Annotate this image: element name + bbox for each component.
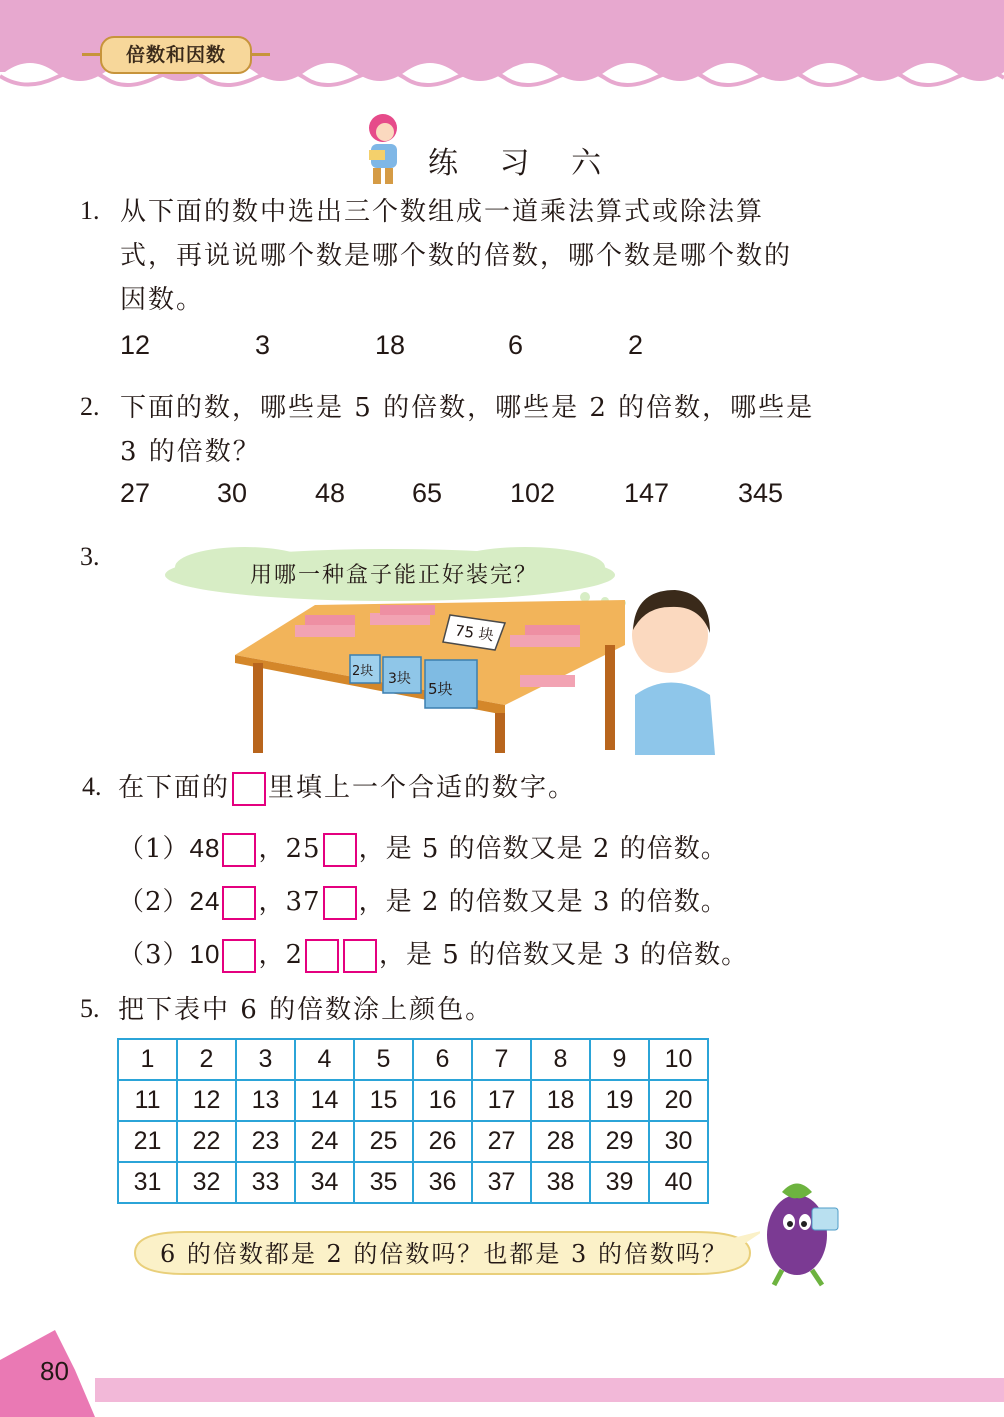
grid-cell[interactable]: 8 — [531, 1039, 590, 1080]
grid-row — [118, 1162, 708, 1203]
grid-cell[interactable]: 29 — [590, 1121, 649, 1162]
grid-cell[interactable]: 11 — [118, 1080, 177, 1121]
blank-box[interactable] — [323, 833, 357, 867]
footer-bar — [0, 1320, 1004, 1417]
box-label-2: 2块 — [352, 664, 374, 679]
grid-cell[interactable]: 38 — [531, 1162, 590, 1203]
q2-number-item: 27 — [120, 478, 151, 508]
q1-number-item: 18 — [375, 330, 406, 360]
q1-number-item: 3 — [255, 330, 271, 360]
q4-intro-start: 在下面的 — [118, 773, 231, 803]
page-number: 80 — [40, 1356, 69, 1386]
grid-cell[interactable]: 2 — [177, 1039, 236, 1080]
grid-cell[interactable]: 33 — [236, 1162, 295, 1203]
box-label-5: 5块 — [428, 680, 453, 698]
grid-cell[interactable]: 24 — [295, 1121, 354, 1162]
blank-box[interactable] — [343, 939, 377, 973]
box-label-3: 3块 — [388, 671, 411, 687]
grid-cell[interactable]: 13 — [236, 1080, 295, 1121]
blank-box-example — [232, 772, 266, 806]
q4-item-a: 10 — [189, 939, 221, 969]
q4-intro — [118, 766, 576, 810]
q1-number-item: 2 — [628, 330, 644, 360]
eggplant-mascot-icon — [752, 1170, 862, 1290]
grid-cell[interactable]: 10 — [649, 1039, 708, 1080]
q2-number: 2. — [80, 392, 100, 421]
q2-number-item: 147 — [624, 478, 670, 508]
girl-mascot-icon — [355, 110, 415, 190]
q2-number-item: 345 — [738, 478, 784, 508]
grid-cell[interactable]: 14 — [295, 1080, 354, 1121]
grid-cell[interactable]: 40 — [649, 1162, 708, 1203]
grid-cell[interactable]: 19 — [590, 1080, 649, 1121]
page-title: 练 习 六 — [428, 146, 618, 181]
q2-number-item: 48 — [315, 478, 346, 508]
grid-cell[interactable]: 1 — [118, 1039, 177, 1080]
q1-line2: 式，再说说哪个数是哪个数的倍数，哪个数是哪个数的 — [120, 241, 793, 271]
q2-line2: 3 的倍数？ — [120, 437, 261, 467]
grid-row — [118, 1080, 708, 1121]
grid-cell[interactable]: 26 — [413, 1121, 472, 1162]
q5-number: 5. — [80, 994, 100, 1023]
grid-cell[interactable]: 15 — [354, 1080, 413, 1121]
q4-item-label: （3） — [118, 940, 190, 970]
hint-text: 6 的倍数都是 2 的倍数吗？也都是 3 的倍数吗？ — [160, 1240, 728, 1268]
q1-line3: 因数。 — [120, 285, 205, 315]
q4-item-a: 24 — [189, 886, 221, 916]
q4-item-b: ，2 — [258, 940, 304, 970]
grid-cell[interactable]: 25 — [354, 1121, 413, 1162]
box-count-card: 75 块 — [453, 621, 495, 645]
q3-thought-bubble: 用哪一种盒子能正好装完？ — [250, 563, 539, 588]
grid-cell[interactable]: 9 — [590, 1039, 649, 1080]
grid-cell[interactable]: 20 — [649, 1080, 708, 1121]
q1-number: 1. — [80, 196, 100, 225]
grid-cell[interactable]: 3 — [236, 1039, 295, 1080]
grid-cell[interactable]: 12 — [177, 1080, 236, 1121]
q4-item-label: （1） — [118, 834, 190, 864]
grid-cell[interactable]: 21 — [118, 1121, 177, 1162]
q4-item-label: （2） — [118, 887, 190, 917]
q4-item-2 — [118, 881, 728, 920]
grid-cell[interactable]: 34 — [295, 1162, 354, 1203]
q3-number: 3. — [80, 542, 100, 571]
grid-row — [118, 1039, 708, 1080]
grid-cell[interactable]: 30 — [649, 1121, 708, 1162]
q2-line1: 下面的数，哪些是 5 的倍数，哪些是 2 的倍数，哪些是 — [120, 393, 815, 423]
q4-item-3 — [118, 934, 748, 973]
grid-cell[interactable]: 31 — [118, 1162, 177, 1203]
q4-item-b: ，37 — [258, 887, 321, 917]
grid-cell[interactable]: 17 — [472, 1080, 531, 1121]
q2-number-item: 102 — [510, 478, 556, 508]
number-grid — [117, 1038, 709, 1204]
grid-cell[interactable]: 36 — [413, 1162, 472, 1203]
q4-intro-end: 里填上一个合适的数字。 — [268, 773, 577, 803]
q4-item-1 — [118, 828, 728, 867]
grid-cell[interactable]: 32 — [177, 1162, 236, 1203]
blank-box[interactable] — [323, 886, 357, 920]
grid-cell[interactable]: 22 — [177, 1121, 236, 1162]
q4-item-tail: ，是 2 的倍数又是 3 的倍数。 — [358, 887, 728, 917]
grid-cell[interactable]: 18 — [531, 1080, 590, 1121]
grid-cell[interactable]: 4 — [295, 1039, 354, 1080]
q1-number-item: 6 — [508, 330, 524, 360]
q4-item-b: ，25 — [258, 834, 321, 864]
q4-item-tail: ，是 5 的倍数又是 2 的倍数。 — [358, 834, 728, 864]
chapter-label: 倍数和因数 — [100, 36, 252, 74]
grid-cell[interactable]: 23 — [236, 1121, 295, 1162]
q4-number: 4. — [82, 772, 102, 801]
grid-cell[interactable]: 7 — [472, 1039, 531, 1080]
q2-number-item: 65 — [412, 478, 443, 508]
grid-cell[interactable]: 5 — [354, 1039, 413, 1080]
q1-number-item: 12 — [120, 330, 151, 360]
blank-box[interactable] — [222, 833, 256, 867]
grid-cell[interactable]: 6 — [413, 1039, 472, 1080]
blank-box[interactable] — [222, 939, 256, 973]
q4-item-tail: ，是 5 的倍数又是 3 的倍数。 — [379, 940, 749, 970]
grid-cell[interactable]: 28 — [531, 1121, 590, 1162]
q5-text: 把下表中 6 的倍数涂上颜色。 — [118, 995, 494, 1025]
grid-cell[interactable]: 35 — [354, 1162, 413, 1203]
blank-box[interactable] — [305, 939, 339, 973]
q2-number-item: 30 — [217, 478, 248, 508]
grid-cell[interactable]: 39 — [590, 1162, 649, 1203]
q4-item-a: 48 — [189, 833, 221, 863]
grid-cell[interactable]: 37 — [472, 1162, 531, 1203]
blank-box[interactable] — [222, 886, 256, 920]
q1-line1: 从下面的数中选出三个数组成一道乘法算式或除法算 — [120, 197, 765, 227]
grid-cell[interactable]: 27 — [472, 1121, 531, 1162]
grid-cell[interactable]: 16 — [413, 1080, 472, 1121]
grid-row — [118, 1121, 708, 1162]
